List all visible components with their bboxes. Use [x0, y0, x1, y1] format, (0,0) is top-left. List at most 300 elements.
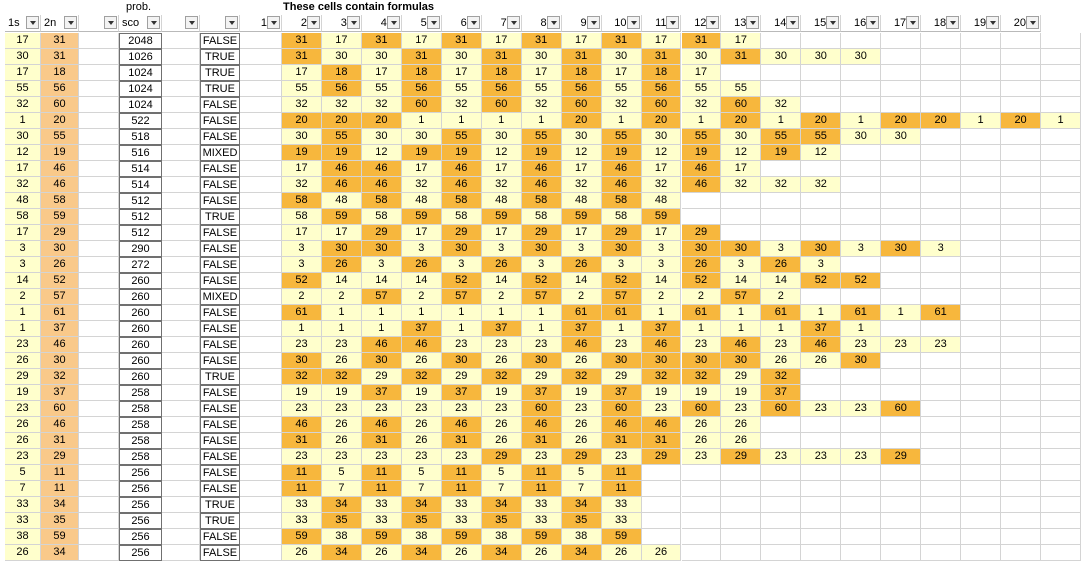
- cell-empty[interactable]: [921, 257, 961, 273]
- cell-empty[interactable]: [642, 481, 682, 497]
- cell-second[interactable]: 37: [41, 385, 79, 401]
- cell-first[interactable]: 1: [5, 321, 41, 337]
- cell-sequence[interactable]: 58: [442, 193, 482, 209]
- cell-sequence[interactable]: 23: [761, 337, 801, 353]
- cell-empty[interactable]: [240, 225, 282, 241]
- cell-second[interactable]: 59: [41, 529, 79, 545]
- cell-flag[interactable]: FALSE: [200, 305, 240, 321]
- cell-sequence[interactable]: 17: [402, 33, 442, 49]
- cell-empty[interactable]: [1041, 49, 1081, 65]
- cell-sequence[interactable]: 26: [761, 257, 801, 273]
- cell-flag[interactable]: TRUE: [200, 209, 240, 225]
- cell-empty[interactable]: [1001, 433, 1041, 449]
- cell-sequence[interactable]: 20: [282, 113, 322, 129]
- filter-dropdown-icon[interactable]: [387, 16, 400, 29]
- cell-sequence[interactable]: 32: [322, 369, 362, 385]
- cell-first[interactable]: 19: [5, 385, 41, 401]
- cell-sequence[interactable]: 23: [721, 401, 761, 417]
- cell-sequence[interactable]: 12: [801, 145, 841, 161]
- cell-empty[interactable]: [162, 529, 200, 545]
- cell-sequence[interactable]: 1: [402, 305, 442, 321]
- cell-sequence[interactable]: 20: [801, 113, 841, 129]
- cell-sequence[interactable]: 46: [282, 417, 322, 433]
- cell-sequence[interactable]: 3: [921, 241, 961, 257]
- cell-sequence[interactable]: 17: [322, 225, 362, 241]
- cell-empty[interactable]: [841, 513, 881, 529]
- cell-empty[interactable]: [961, 465, 1001, 481]
- cell-sequence[interactable]: 32: [402, 369, 442, 385]
- cell-sequence[interactable]: 11: [522, 465, 562, 481]
- cell-sequence[interactable]: 29: [442, 369, 482, 385]
- cell-sequence[interactable]: 19: [442, 145, 482, 161]
- cell-sequence[interactable]: 57: [522, 289, 562, 305]
- cell-empty[interactable]: [79, 145, 119, 161]
- cell-sequence[interactable]: 23: [322, 401, 362, 417]
- cell-second[interactable]: 35: [41, 513, 79, 529]
- cell-empty[interactable]: [881, 161, 921, 177]
- cell-empty[interactable]: [841, 481, 881, 497]
- cell-sequence[interactable]: 46: [602, 161, 642, 177]
- cell-second[interactable]: 59: [41, 209, 79, 225]
- cell-empty[interactable]: [682, 193, 722, 209]
- cell-empty[interactable]: [881, 193, 921, 209]
- cell-score[interactable]: 512: [119, 225, 162, 241]
- cell-score[interactable]: 516: [119, 145, 162, 161]
- cell-sequence[interactable]: 26: [362, 545, 402, 561]
- cell-sequence[interactable]: 7: [482, 481, 522, 497]
- cell-sequence[interactable]: 23: [602, 449, 642, 465]
- cell-empty[interactable]: [841, 289, 881, 305]
- cell-sequence[interactable]: 11: [442, 465, 482, 481]
- cell-empty[interactable]: [801, 33, 841, 49]
- cell-empty[interactable]: [162, 353, 200, 369]
- cell-empty[interactable]: [881, 257, 921, 273]
- cell-sequence[interactable]: 23: [801, 401, 841, 417]
- cell-first[interactable]: 38: [5, 529, 41, 545]
- cell-sequence[interactable]: 14: [322, 273, 362, 289]
- cell-first[interactable]: 23: [5, 449, 41, 465]
- cell-sequence[interactable]: 30: [282, 129, 322, 145]
- filter-dropdown-icon[interactable]: [666, 16, 679, 29]
- cell-sequence[interactable]: 30: [721, 129, 761, 145]
- cell-sequence[interactable]: 46: [442, 177, 482, 193]
- cell-sequence[interactable]: 46: [602, 417, 642, 433]
- cell-sequence[interactable]: 3: [362, 257, 402, 273]
- cell-score[interactable]: 256: [119, 497, 162, 513]
- cell-sequence[interactable]: 2: [761, 289, 801, 305]
- filter-dropdown-icon[interactable]: [347, 16, 360, 29]
- cell-sequence[interactable]: 57: [602, 289, 642, 305]
- cell-sequence[interactable]: 32: [282, 177, 322, 193]
- cell-flag[interactable]: FALSE: [200, 529, 240, 545]
- cell-empty[interactable]: [921, 225, 961, 241]
- cell-empty[interactable]: [240, 497, 282, 513]
- filter-dropdown-icon[interactable]: [547, 16, 560, 29]
- cell-empty[interactable]: [881, 273, 921, 289]
- cell-empty[interactable]: [881, 289, 921, 305]
- cell-sequence[interactable]: 26: [282, 545, 322, 561]
- cell-sequence[interactable]: 23: [322, 337, 362, 353]
- cell-empty[interactable]: [162, 273, 200, 289]
- cell-second[interactable]: 46: [41, 161, 79, 177]
- cell-empty[interactable]: [240, 337, 282, 353]
- cell-empty[interactable]: [1041, 385, 1081, 401]
- cell-sequence[interactable]: 18: [322, 65, 362, 81]
- cell-empty[interactable]: [79, 209, 119, 225]
- cell-sequence[interactable]: 30: [642, 129, 682, 145]
- cell-sequence[interactable]: 32: [642, 177, 682, 193]
- cell-sequence[interactable]: 19: [282, 145, 322, 161]
- filter-dropdown-icon[interactable]: [185, 16, 198, 29]
- cell-sequence[interactable]: 29: [482, 449, 522, 465]
- cell-empty[interactable]: [841, 529, 881, 545]
- cell-sequence[interactable]: 17: [322, 33, 362, 49]
- cell-empty[interactable]: [1001, 529, 1041, 545]
- cell-empty[interactable]: [881, 497, 921, 513]
- cell-empty[interactable]: [1041, 145, 1081, 161]
- cell-sequence[interactable]: 20: [642, 113, 682, 129]
- cell-empty[interactable]: [721, 65, 761, 81]
- cell-empty[interactable]: [961, 513, 1001, 529]
- cell-sequence[interactable]: 60: [642, 97, 682, 113]
- cell-empty[interactable]: [240, 513, 282, 529]
- cell-sequence[interactable]: 26: [402, 433, 442, 449]
- cell-sequence[interactable]: 30: [522, 241, 562, 257]
- cell-empty[interactable]: [881, 465, 921, 481]
- cell-empty[interactable]: [961, 369, 1001, 385]
- cell-sequence[interactable]: 58: [282, 209, 322, 225]
- cell-sequence[interactable]: 26: [482, 257, 522, 273]
- cell-empty[interactable]: [1041, 129, 1081, 145]
- cell-empty[interactable]: [79, 369, 119, 385]
- cell-sequence[interactable]: 61: [682, 305, 722, 321]
- cell-empty[interactable]: [961, 481, 1001, 497]
- cell-sequence[interactable]: 58: [602, 209, 642, 225]
- cell-sequence[interactable]: 33: [282, 497, 322, 513]
- cell-empty[interactable]: [162, 161, 200, 177]
- cell-sequence[interactable]: 14: [761, 273, 801, 289]
- cell-sequence[interactable]: 58: [362, 193, 402, 209]
- cell-empty[interactable]: [721, 545, 761, 561]
- cell-empty[interactable]: [240, 545, 282, 561]
- cell-sequence[interactable]: 31: [442, 33, 482, 49]
- cell-sequence[interactable]: 32: [282, 97, 322, 113]
- cell-sequence[interactable]: 23: [841, 449, 881, 465]
- cell-sequence[interactable]: 33: [362, 513, 402, 529]
- cell-empty[interactable]: [921, 417, 961, 433]
- cell-sequence[interactable]: 20: [881, 113, 921, 129]
- cell-sequence[interactable]: 46: [362, 161, 402, 177]
- cell-sequence[interactable]: 37: [442, 385, 482, 401]
- cell-empty[interactable]: [801, 385, 841, 401]
- cell-empty[interactable]: [79, 65, 119, 81]
- cell-score[interactable]: 258: [119, 401, 162, 417]
- cell-sequence[interactable]: 33: [442, 513, 482, 529]
- cell-second[interactable]: 31: [41, 433, 79, 449]
- cell-empty[interactable]: [162, 113, 200, 129]
- cell-empty[interactable]: [162, 465, 200, 481]
- cell-empty[interactable]: [1041, 257, 1081, 273]
- cell-score[interactable]: 522: [119, 113, 162, 129]
- cell-sequence[interactable]: 23: [522, 337, 562, 353]
- cell-empty[interactable]: [240, 33, 282, 49]
- cell-empty[interactable]: [1001, 145, 1041, 161]
- cell-empty[interactable]: [642, 497, 682, 513]
- cell-empty[interactable]: [921, 481, 961, 497]
- cell-empty[interactable]: [801, 81, 841, 97]
- cell-empty[interactable]: [921, 353, 961, 369]
- cell-sequence[interactable]: 12: [721, 145, 761, 161]
- cell-flag[interactable]: FALSE: [200, 257, 240, 273]
- cell-sequence[interactable]: 58: [522, 193, 562, 209]
- cell-empty[interactable]: [841, 497, 881, 513]
- filter-dropdown-icon[interactable]: [64, 16, 77, 29]
- cell-second[interactable]: 61: [41, 305, 79, 321]
- cell-second[interactable]: 19: [41, 145, 79, 161]
- cell-second[interactable]: 31: [41, 49, 79, 65]
- cell-sequence[interactable]: 29: [602, 225, 642, 241]
- cell-sequence[interactable]: 30: [362, 241, 402, 257]
- cell-empty[interactable]: [761, 513, 801, 529]
- cell-sequence[interactable]: 60: [522, 401, 562, 417]
- cell-empty[interactable]: [1041, 497, 1081, 513]
- cell-flag[interactable]: FALSE: [200, 353, 240, 369]
- cell-empty[interactable]: [1001, 481, 1041, 497]
- cell-sequence[interactable]: 14: [402, 273, 442, 289]
- cell-sequence[interactable]: 19: [322, 385, 362, 401]
- cell-sequence[interactable]: 7: [322, 481, 362, 497]
- cell-empty[interactable]: [1041, 337, 1081, 353]
- cell-sequence[interactable]: 17: [721, 33, 761, 49]
- cell-empty[interactable]: [961, 529, 1001, 545]
- cell-empty[interactable]: [961, 81, 1001, 97]
- cell-first[interactable]: 30: [5, 49, 41, 65]
- cell-empty[interactable]: [921, 289, 961, 305]
- cell-empty[interactable]: [1041, 273, 1081, 289]
- cell-score[interactable]: 1024: [119, 81, 162, 97]
- cell-empty[interactable]: [841, 417, 881, 433]
- cell-sequence[interactable]: 18: [562, 65, 602, 81]
- cell-empty[interactable]: [801, 513, 841, 529]
- cell-flag[interactable]: FALSE: [200, 321, 240, 337]
- cell-sequence[interactable]: 32: [761, 369, 801, 385]
- cell-empty[interactable]: [682, 481, 722, 497]
- cell-sequence[interactable]: 29: [522, 369, 562, 385]
- cell-empty[interactable]: [841, 369, 881, 385]
- cell-empty[interactable]: [881, 81, 921, 97]
- cell-empty[interactable]: [162, 401, 200, 417]
- cell-sequence[interactable]: 32: [482, 369, 522, 385]
- cell-empty[interactable]: [761, 529, 801, 545]
- cell-sequence[interactable]: 23: [761, 449, 801, 465]
- cell-sequence[interactable]: 23: [482, 401, 522, 417]
- cell-sequence[interactable]: 48: [482, 193, 522, 209]
- cell-sequence[interactable]: 18: [482, 65, 522, 81]
- cell-empty[interactable]: [921, 273, 961, 289]
- cell-second[interactable]: 37: [41, 321, 79, 337]
- cell-sequence[interactable]: 31: [442, 433, 482, 449]
- cell-empty[interactable]: [162, 417, 200, 433]
- cell-empty[interactable]: [240, 161, 282, 177]
- cell-second[interactable]: 11: [41, 465, 79, 481]
- cell-sequence[interactable]: 37: [522, 385, 562, 401]
- cell-sequence[interactable]: 11: [602, 465, 642, 481]
- cell-empty[interactable]: [761, 81, 801, 97]
- cell-sequence[interactable]: 19: [482, 385, 522, 401]
- cell-sequence[interactable]: 59: [642, 209, 682, 225]
- cell-sequence[interactable]: 26: [322, 257, 362, 273]
- cell-sequence[interactable]: 7: [402, 481, 442, 497]
- cell-empty[interactable]: [881, 49, 921, 65]
- cell-score[interactable]: 260: [119, 337, 162, 353]
- cell-empty[interactable]: [921, 401, 961, 417]
- cell-sequence[interactable]: 26: [402, 257, 442, 273]
- cell-empty[interactable]: [921, 321, 961, 337]
- cell-sequence[interactable]: 32: [761, 177, 801, 193]
- cell-sequence[interactable]: 30: [322, 49, 362, 65]
- cell-empty[interactable]: [801, 529, 841, 545]
- cell-empty[interactable]: [1001, 257, 1041, 273]
- cell-sequence[interactable]: 59: [482, 209, 522, 225]
- cell-second[interactable]: 56: [41, 81, 79, 97]
- cell-empty[interactable]: [1001, 273, 1041, 289]
- cell-sequence[interactable]: 31: [282, 33, 322, 49]
- cell-empty[interactable]: [240, 465, 282, 481]
- cell-sequence[interactable]: 46: [362, 417, 402, 433]
- cell-empty[interactable]: [1001, 81, 1041, 97]
- cell-empty[interactable]: [1001, 417, 1041, 433]
- cell-empty[interactable]: [1001, 465, 1041, 481]
- cell-empty[interactable]: [162, 481, 200, 497]
- cell-sequence[interactable]: 56: [642, 81, 682, 97]
- cell-first[interactable]: 32: [5, 177, 41, 193]
- cell-sequence[interactable]: 11: [282, 465, 322, 481]
- cell-sequence[interactable]: 23: [522, 449, 562, 465]
- cell-empty[interactable]: [841, 433, 881, 449]
- cell-empty[interactable]: [162, 177, 200, 193]
- cell-sequence[interactable]: 59: [562, 209, 602, 225]
- cell-empty[interactable]: [1001, 369, 1041, 385]
- cell-score[interactable]: 260: [119, 369, 162, 385]
- cell-sequence[interactable]: 19: [522, 145, 562, 161]
- cell-sequence[interactable]: 19: [721, 385, 761, 401]
- cell-sequence[interactable]: 29: [881, 449, 921, 465]
- cell-sequence[interactable]: 32: [602, 97, 642, 113]
- cell-sequence[interactable]: 19: [402, 385, 442, 401]
- cell-empty[interactable]: [1041, 241, 1081, 257]
- cell-empty[interactable]: [1001, 177, 1041, 193]
- cell-empty[interactable]: [841, 385, 881, 401]
- cell-empty[interactable]: [881, 529, 921, 545]
- cell-sequence[interactable]: 34: [482, 497, 522, 513]
- filter-dropdown-icon[interactable]: [267, 16, 280, 29]
- cell-sequence[interactable]: 56: [482, 81, 522, 97]
- cell-empty[interactable]: [841, 193, 881, 209]
- cell-empty[interactable]: [1001, 497, 1041, 513]
- cell-sequence[interactable]: 30: [721, 241, 761, 257]
- cell-empty[interactable]: [881, 145, 921, 161]
- cell-empty[interactable]: [79, 97, 119, 113]
- cell-sequence[interactable]: 5: [562, 465, 602, 481]
- cell-empty[interactable]: [961, 177, 1001, 193]
- cell-second[interactable]: 55: [41, 129, 79, 145]
- cell-sequence[interactable]: 29: [642, 449, 682, 465]
- filter-dropdown-icon[interactable]: [147, 16, 160, 29]
- cell-empty[interactable]: [79, 241, 119, 257]
- cell-empty[interactable]: [79, 401, 119, 417]
- cell-empty[interactable]: [921, 209, 961, 225]
- cell-empty[interactable]: [881, 33, 921, 49]
- cell-sequence[interactable]: 30: [362, 353, 402, 369]
- cell-score[interactable]: 256: [119, 513, 162, 529]
- cell-flag[interactable]: FALSE: [200, 177, 240, 193]
- cell-empty[interactable]: [801, 497, 841, 513]
- cell-sequence[interactable]: 37: [402, 321, 442, 337]
- cell-sequence[interactable]: 19: [282, 385, 322, 401]
- cell-empty[interactable]: [921, 129, 961, 145]
- cell-empty[interactable]: [761, 433, 801, 449]
- cell-flag[interactable]: FALSE: [200, 161, 240, 177]
- cell-sequence[interactable]: 1: [682, 113, 722, 129]
- cell-empty[interactable]: [961, 305, 1001, 321]
- cell-empty[interactable]: [240, 449, 282, 465]
- cell-sequence[interactable]: 31: [282, 49, 322, 65]
- cell-empty[interactable]: [1041, 513, 1081, 529]
- cell-empty[interactable]: [162, 193, 200, 209]
- cell-sequence[interactable]: 46: [682, 161, 722, 177]
- cell-empty[interactable]: [761, 209, 801, 225]
- cell-sequence[interactable]: 32: [562, 369, 602, 385]
- cell-sequence[interactable]: 23: [801, 449, 841, 465]
- cell-empty[interactable]: [801, 225, 841, 241]
- cell-empty[interactable]: [1001, 385, 1041, 401]
- cell-sequence[interactable]: 26: [322, 433, 362, 449]
- cell-sequence[interactable]: 23: [402, 401, 442, 417]
- filter-dropdown-icon[interactable]: [786, 16, 799, 29]
- cell-first[interactable]: 17: [5, 161, 41, 177]
- cell-sequence[interactable]: 18: [642, 65, 682, 81]
- cell-empty[interactable]: [1001, 353, 1041, 369]
- cell-empty[interactable]: [1001, 321, 1041, 337]
- cell-empty[interactable]: [240, 145, 282, 161]
- cell-sequence[interactable]: 59: [282, 529, 322, 545]
- cell-sequence[interactable]: 31: [282, 433, 322, 449]
- cell-sequence[interactable]: 55: [602, 129, 642, 145]
- cell-empty[interactable]: [801, 545, 841, 561]
- cell-sequence[interactable]: 17: [362, 65, 402, 81]
- cell-empty[interactable]: [761, 65, 801, 81]
- cell-empty[interactable]: [162, 433, 200, 449]
- cell-empty[interactable]: [240, 49, 282, 65]
- cell-empty[interactable]: [801, 209, 841, 225]
- cell-sequence[interactable]: 1: [362, 321, 402, 337]
- cell-sequence[interactable]: 3: [642, 257, 682, 273]
- cell-empty[interactable]: [79, 529, 119, 545]
- cell-first[interactable]: 23: [5, 337, 41, 353]
- cell-sequence[interactable]: 17: [642, 225, 682, 241]
- cell-sequence[interactable]: 46: [442, 417, 482, 433]
- cell-sequence[interactable]: 19: [562, 385, 602, 401]
- cell-empty[interactable]: [721, 465, 761, 481]
- cell-second[interactable]: 18: [41, 65, 79, 81]
- cell-sequence[interactable]: 1: [721, 305, 761, 321]
- cell-sequence[interactable]: 30: [761, 49, 801, 65]
- cell-sequence[interactable]: 33: [442, 497, 482, 513]
- cell-sequence[interactable]: 20: [921, 113, 961, 129]
- cell-empty[interactable]: [79, 129, 119, 145]
- cell-sequence[interactable]: 23: [642, 401, 682, 417]
- cell-sequence[interactable]: 20: [322, 113, 362, 129]
